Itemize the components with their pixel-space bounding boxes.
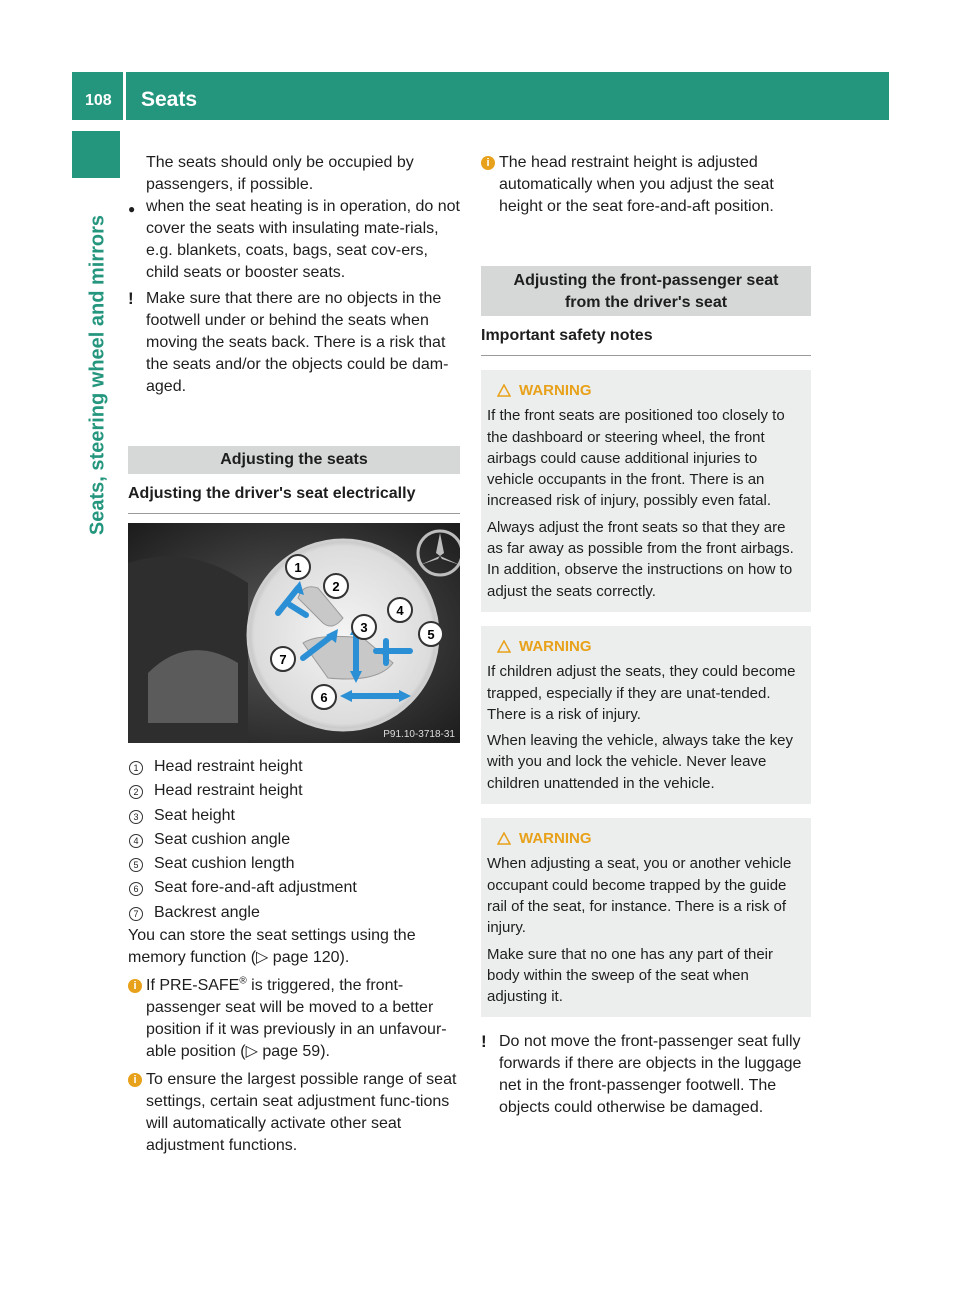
legend-item: 4 Seat cushion angle (128, 828, 460, 852)
right-column (481, 152, 811, 1119)
callout-3 (352, 615, 376, 639)
notice-item (128, 288, 460, 398)
legend-item: 5 Seat cushion length (128, 852, 460, 876)
warning-triangle-icon (497, 640, 511, 653)
notice-text: Make sure that there are no objects in the footwell under or behind the seats when moving the seats back. There is a risk that the seats and/or the objects could be dam-aged. (146, 290, 449, 395)
left-column (128, 152, 460, 1157)
svg-text:7: 7 (279, 652, 287, 667)
svg-text:4: 4 (396, 603, 404, 618)
page-header (72, 72, 889, 120)
callout-2 (324, 574, 348, 598)
subheading-driver-seat: Adjusting the driver's seat electrically (128, 483, 460, 514)
legend-item: 1 Head restraint height (128, 755, 460, 779)
subheading-safety-notes: Important safety notes (481, 325, 811, 356)
callout-5 (419, 622, 443, 646)
continuation-text: The seats should only be occupied by passengers, if possible. (146, 154, 414, 193)
info-icon: i (128, 1073, 142, 1087)
page-title: Seats (141, 88, 198, 111)
seat-controls-figure (128, 523, 460, 743)
legend-list (128, 755, 460, 925)
exclamation-icon: ! (128, 289, 134, 308)
warning-label: WARNING (519, 382, 592, 399)
exclamation-icon: ! (481, 1032, 487, 1052)
info-note-presafe: i If PRE-SAFE® is triggered, the front-passenger seat will be moved to a better position if it was previously in an unfavour-able position (▷ page 59). (128, 975, 460, 1063)
bullet-item (128, 196, 460, 284)
info-note-head-restraint: i The head restraint height is adjusted automatically when you adjust the seat height or the seat fore-and-aft position. (481, 152, 811, 218)
figure-code: P91.10-3718-31 (383, 729, 455, 740)
memory-text: You can store the seat settings using the memory function (▷ page 120). (128, 927, 416, 967)
warning-triangle-icon (497, 384, 511, 397)
svg-text:5: 5 (427, 627, 435, 642)
callout-4 (388, 598, 412, 622)
header-divider (123, 72, 126, 120)
notice-item-passenger: ! Do not move the front-passenger seat fully forwards if there are objects in the luggage net in the front-passenger footwell. The objects could otherwise be damaged. (481, 1032, 802, 1117)
side-tab-label: Seats, steering wheel and mirrors (86, 214, 109, 536)
warning-label: WARNING (519, 637, 592, 655)
section-title-adjusting-seats: Adjusting the seats (128, 446, 460, 474)
svg-text:3: 3 (360, 620, 368, 635)
info-icon: i (481, 156, 495, 170)
callout-1 (286, 555, 310, 579)
magnified-switch (248, 540, 438, 730)
side-tab-block (72, 131, 120, 178)
warning-label: WARNING (519, 830, 592, 848)
legend-item: 2 Head restraint height (128, 779, 460, 803)
callout-7 (271, 647, 295, 671)
svg-text:2: 2 (332, 579, 340, 594)
callout-6 (312, 685, 336, 709)
info-note-range: i To ensure the largest possible range of seat settings, certain seat adjustment func-tions will automatically activate other seat adjustment functions. (128, 1069, 460, 1157)
svg-text:6: 6 (320, 690, 328, 705)
legend-item: 6 Seat fore-and-aft adjustment (128, 876, 460, 900)
warning-box: WARNING When adjusting a seat, you or another vehicle occupant could become trapped by the guide rail of the seat, for instance. There is a risk of injury. Make sure that no one has any part of their body within the sweep of the seat when adjusting it. (481, 818, 811, 1017)
bullet-text: when the seat heating is in operation, do not cover the seats with insulating mate-rials, e.g. blankets, coats, bags, seat cov-ers, child seats or booster seats. (146, 198, 460, 281)
warning-box: WARNING If children adjust the seats, they could become trapped, especially if they are unat-tended. There is a risk of injury. When leaving the vehicle, always take the key with you and lock the vehicle. Never leave children unattended in the vehicle. (481, 626, 811, 804)
info-icon: i (128, 979, 142, 993)
warning-box: WARNING If the front seats are positioned too closely to the dashboard or steering wheel, the front airbags could cause additional injuries to vehicle occupants in the front. There is an increased risk of injury, possibly even fatal. Always adjust the front seats so that they are as far away as possible from the front airbags. In addition, observe the instructions on how to adjust the seats correctly. (481, 370, 811, 612)
legend-item: 7 Backrest angle (128, 901, 460, 925)
bullet-icon: ● (128, 202, 136, 216)
svg-text:1: 1 (294, 560, 302, 575)
legend-item: 3 Seat height (128, 804, 460, 828)
section-title-front-passenger: Adjusting the front-passenger seat from the driver's seat (481, 266, 811, 316)
seat-controls-illustration (128, 523, 460, 743)
page-number: 108 (85, 92, 112, 109)
warning-triangle-icon (497, 832, 511, 845)
